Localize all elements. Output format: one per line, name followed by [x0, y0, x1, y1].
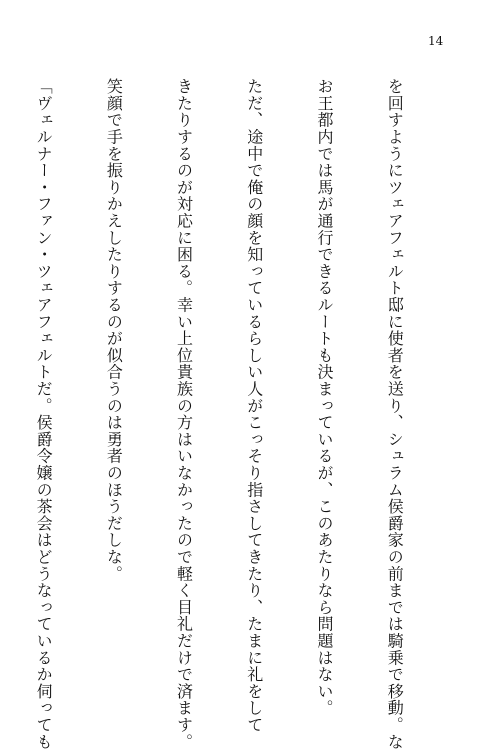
text-line: 「ヴェルナー・ファン・ツェアフェルトだ。侯爵令嬢の茶会はどうなっているか伺っても [34, 78, 54, 750]
text-line: きたりするのが対応に困る。幸い上位貴族の方はいなかったので軽く目礼だけで済ます。 [174, 78, 194, 750]
text-line: ただ、途中で俺の顔を知っているらしい人がこっそり指さしてきたり、たまに礼をして [244, 78, 264, 734]
text-line: を回すようにツェアフェルト邸に使者を送り、シュラム侯爵家の前までは騎乗で移動。な [385, 78, 405, 750]
text-line: お王都内では馬が通行できるルートも決まっているが、このあたりなら問題はない。 [314, 78, 334, 717]
page-number: 14 [428, 34, 444, 48]
text-line: 笑顔で手を振りかえしたりするのが似合うのは勇者のほうだしな。 [104, 78, 124, 582]
body-text [34, 78, 453, 750]
